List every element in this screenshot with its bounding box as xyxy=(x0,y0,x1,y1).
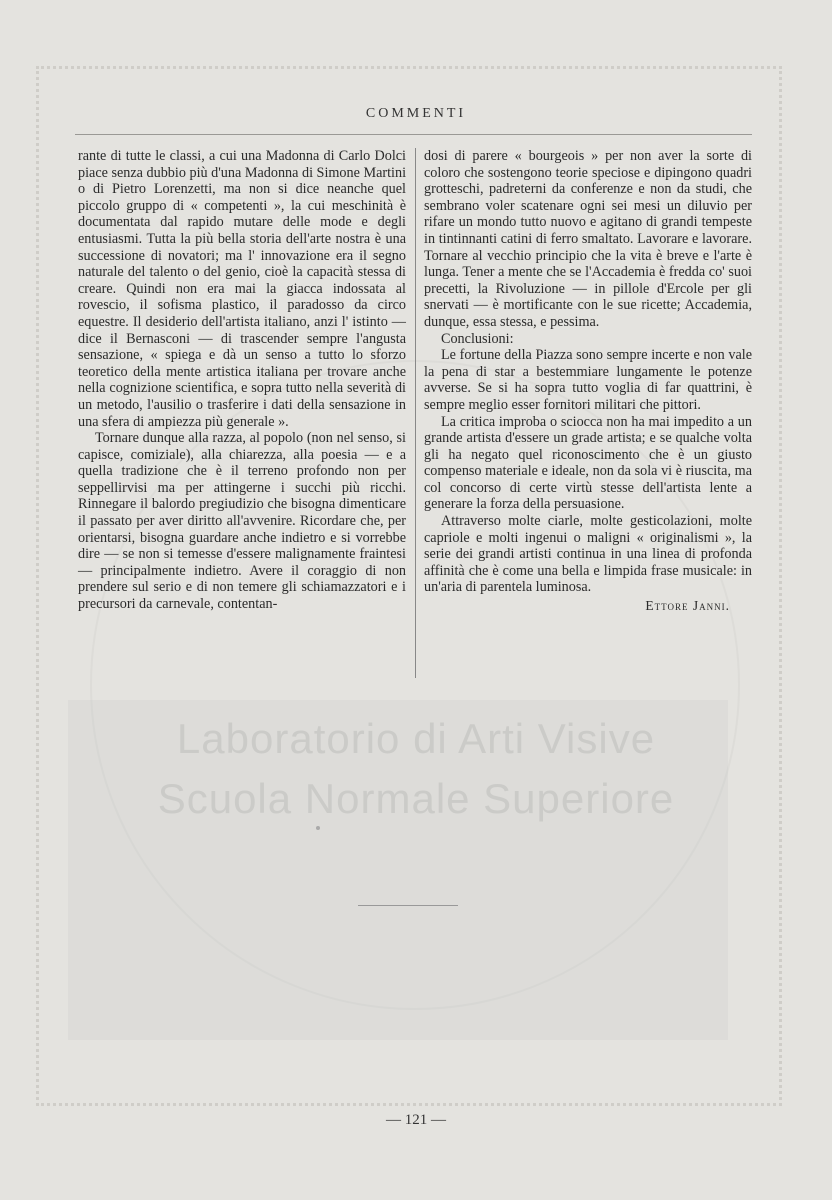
paragraph: rante di tutte le classi, a cui una Madonna di Carlo Dolci piace senza dubbio più d'una Madonna di Simone Martini o di Pietro Lorenzetti, ma non si dice neanche quel piccolo gruppo di « competenti », la cui meschinità è documentata dal rapido mutare delle mode e degli entusiasmi. Tutta la più bella storia dell'arte nostra è una successione di novatori; ma l' innovazione era il segno naturale del talento o del genio, cioè la capacità stessa di creare. Quindi non era mai la giacca indossata al rovescio, il sofisma plastico, il paradosso da circo equestre. Il desiderio dell'artista italiano, anzi l' istinto — dice il Bernasconi — di trascender sempre l'angusta sensazione, « spiega e dà un senso a tutto lo sforzo teoretico della mente artistica italiana per trovare anche nella cognizione scientifica, e sopra tutto nella severità di un metodo, l'ausilio o trasferire i dati della sensazione in una sfera di ampiezza più generale ». xyxy=(78,148,407,430)
paragraph: dosi di parere « bourgeois » per non aver la sorte di coloro che sostengono teorie speciose e dipingono quadri grotteschi, padreterni da conferenze e non da studi, che sembrano voler scatenare ogni sei mesi un diluvio per rifare un mondo tutto nuovo e agitano di grandi tempeste in tintinnanti catini di ferro smaltato. Lavorare e lavorare. Tornare al vecchio principio che la vita è breve e l'arte è lunga. Tener a mente che se l'Accademia è fredda co' suoi precetti, la Rivoluzione — in pillole d'Ercole per gli snervati — è mortificante con le sue ricette; Accademia, dunque, essa stessa, e pessima. xyxy=(424,148,752,330)
section-end-rule xyxy=(358,905,458,906)
watermark-line-1: Laboratorio di Arti Visive xyxy=(176,715,656,762)
left-column xyxy=(78,148,406,613)
paragraph: La critica improba o sciocca non ha mai impedito a un grande artista d'essere un grade artista; e se qualche volta gli ha negato quel riconoscimento che è un giusto compenso materiale e ideale, non da sola vi è riuscita, ma col concorso di certe virtù stesse dell'artista lente a generare la forza della persuasione. xyxy=(424,413,752,513)
paragraph: Attraverso molte ciarle, molte gesticolazioni, molte capriole e molti ingenui o maligni « originalismi », la serie dei grandi artisti continua in una linea di profonda affinità che è come una bella e limpida frase musicale: in un'aria di parentela luminosa. xyxy=(424,513,752,596)
decorative-dot xyxy=(316,826,320,830)
paragraph: Tornare dunque alla razza, al popolo (non nel senso, si capisce, comiziale), alla chiarezza, alla poesia — e a quella tradizione che è il terreno profondo non per seppellirvisi ma per attingerne i succhi più ricchi. Rinnegare il balordo pregiudizio che bisogna dimenticare il passato per aver diritto all'avvenire. Ricordare che, per orientarsi, bisogna guardare anche indietro e si vorrebbe dire — se non si temesse d'essere malignamente fraintesi — principalmente indietro. Avere il coraggio di non prendere sul serio e di non temere gli schiamazzatori e i precursori da carnevale, contentan- xyxy=(78,430,406,613)
paragraph: Conclusioni: xyxy=(441,330,514,347)
page-header: COMMENTI xyxy=(365,106,467,121)
paragraph: Le fortune della Piazza sono sempre incerte e non vale la pena di star a bestemmiare lungamente le potenze avverse. Se si ha sopra tutto voglia di far quattrini, è sempre meglio esser fornitori militari che pittori. xyxy=(424,347,752,413)
watermark-line-2: Scuola Normale Superiore xyxy=(157,775,675,822)
author-signature: Ettore Janni. xyxy=(645,598,730,614)
header-rule xyxy=(75,134,752,135)
right-column xyxy=(424,148,752,615)
page-number: — 121 — xyxy=(386,1112,446,1128)
column-divider xyxy=(415,148,416,678)
